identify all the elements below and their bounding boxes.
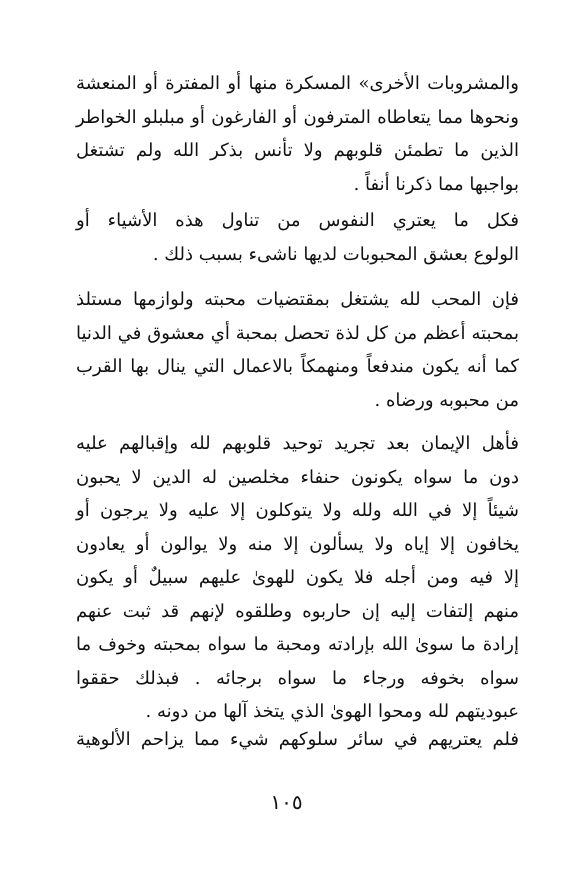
text-line: يخافون إلا إياه ولا يسألون إلا منه ولا يوالون أو يعادون [76, 533, 519, 555]
text-line: فإن المحب لله يشتغل بمقتضيات محبته ولوازمها مستلذ [76, 289, 520, 310]
paragraph-5 [76, 723, 519, 757]
text-line: والمشروبات الأخرى» المسكرة منها أو المفترة أو المنعشة [76, 73, 519, 94]
text-line: ونحوها مما يتعاطاه المترفون أو الفارغون أو مبلبلو الخواطر [76, 106, 519, 128]
page-number: ١٠٥ [270, 790, 303, 814]
text-line: الولوع بعشق المحبوبات لديها ناشىء بسبب ذلك . [152, 243, 519, 265]
text-line: فكل ما يعتري النفوس من تناول هذه الأشياء أو [76, 210, 519, 231]
text-line: إرادة ما سوىٰ الله بإرادته ومحبة ما سواه بمحبته وخوف ما [76, 634, 519, 655]
text-line: الذين ما تطمئن قلوبهم ولا تأنس بذكر الله ولم تشتغل [76, 140, 519, 161]
paragraph-1 [76, 67, 519, 201]
text-line: سواه بخوفه ورجاء ما سواه برجائه . فبذلك حققوا [76, 667, 519, 689]
text-line: بواجبها مما ذكرنا أنفاً . [353, 173, 519, 195]
text-line: شيئاً إلا في الله ولله ولا يتوكلون إلا عليه ولا يرجون أو [76, 500, 519, 521]
text-line: بمحبته أعظم من كل لذة تحصل بمحبة أي معشوق في الدنيا [76, 322, 519, 344]
text-line: إلا فيه ومن أجله فلا يكون للهوىٰ عليهم سبيلٌ أو يكون [76, 567, 519, 588]
paragraph-4 [76, 427, 519, 729]
text-line: من محبوبه ورضاه . [374, 389, 519, 411]
paragraph-3 [76, 283, 519, 417]
text-line: فأهل الإيمان بعد تجريد توحيد قلوبهم لله وإقبالهم عليه [76, 433, 519, 454]
text-line: منهم إلتفات إليه إن حاربوه وطلقوه لإنهم قد ثبت عنهم [76, 600, 519, 622]
paragraph-2 [76, 204, 519, 271]
text-line: دون ما سواه يكونون حنفاء مخلصين له الدين لا يحبون [76, 466, 519, 488]
text-line: عبوديتهم لله ومحوا الهوىٰ الذي يتخذ آلها من دونه . [145, 701, 519, 722]
text-line: فلم يعتريهم في سائر سلوكهم شيء مما يزاحم الألوهية [76, 729, 519, 750]
text-line: كما أنه يكون مندفعاً ومنهمكاً بالاعمال التي ينال بها القرب [76, 356, 519, 377]
